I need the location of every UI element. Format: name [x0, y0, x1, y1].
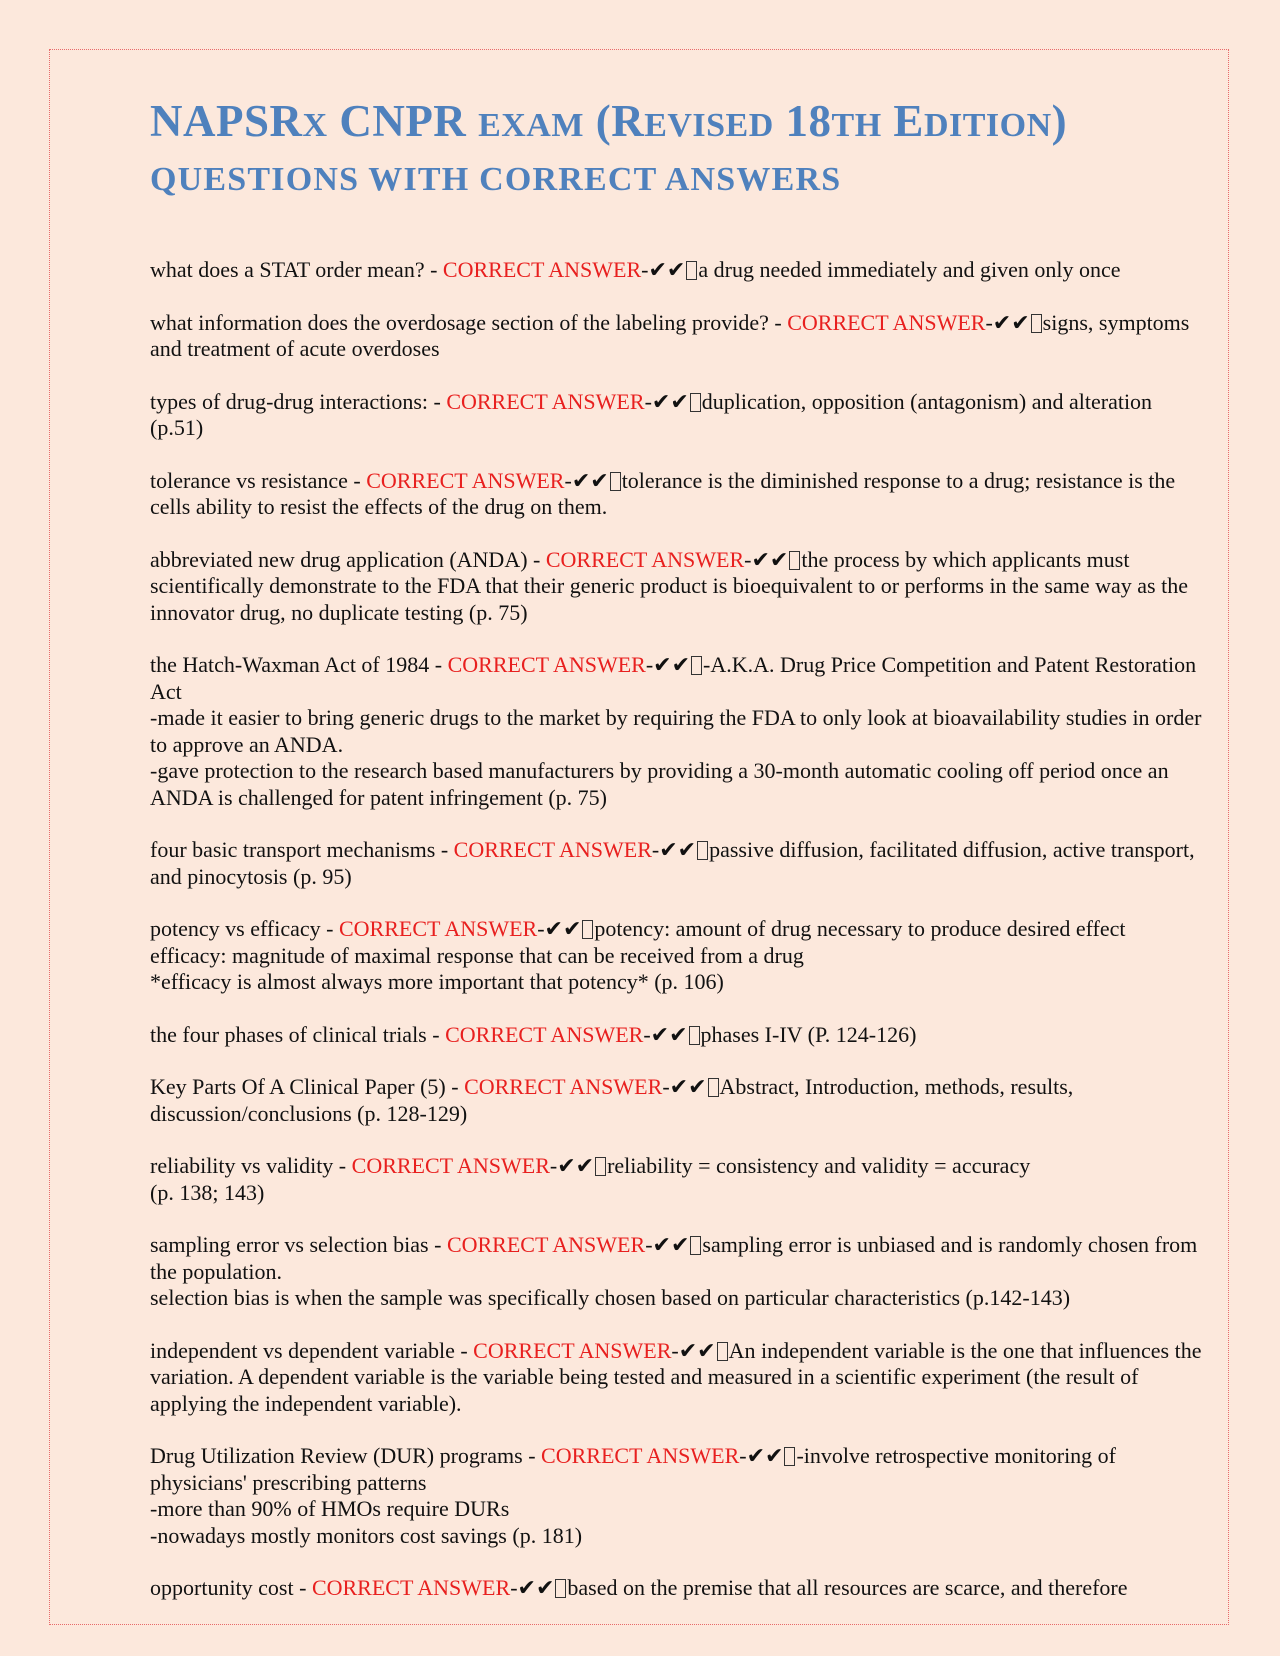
separator: - — [564, 467, 572, 493]
missing-glyph-icon — [610, 472, 621, 491]
correct-answer-label: CORRECT ANSWER — [445, 1021, 644, 1047]
separator: - — [985, 309, 993, 335]
question-text: what information does the overdosage section of the labeling provide? - — [150, 309, 788, 335]
separator: - — [744, 546, 752, 572]
correct-answer-label: CORRECT ANSWER — [453, 837, 652, 862]
page-title: NAPSRX CNPR EXAM (REVISED 18TH EDITION) — [150, 96, 1068, 146]
qa-item — [150, 468, 1205, 521]
separator: - — [537, 916, 545, 941]
check-icon: ✔✔ — [992, 309, 1030, 335]
answer-text: passive diffusion, facilitated diffusion, active transport, and pinocytosis (p. 95) — [150, 837, 1195, 889]
check-icon: ✔✔ — [653, 652, 691, 677]
separator: - — [549, 1153, 558, 1178]
separator: - — [662, 1074, 670, 1099]
missing-glyph-icon — [690, 393, 701, 412]
question-text: potency vs efficacy - — [150, 916, 339, 941]
qa-item — [150, 1338, 1205, 1418]
answer-text: reliability = consistency and validity = accuracy — [607, 1153, 1031, 1178]
question-text: sampling error vs selection bias - — [150, 1232, 447, 1257]
correct-answer-label: CORRECT ANSWER — [311, 1575, 511, 1600]
question-text: independent vs dependent variable - — [150, 1337, 474, 1363]
check-icon: ✔✔ — [517, 1575, 555, 1600]
missing-glyph-icon — [691, 656, 702, 675]
answer-text: (p. 138; 143) — [150, 1179, 265, 1205]
correct-answer-label: CORRECT ANSWER — [338, 916, 538, 941]
separator: - — [510, 1575, 518, 1600]
answer-text: -made it easier to bring generic drugs to the market by requiring the FDA to only look at bioavailability studies in order to approve an ANDA. — [150, 705, 1202, 757]
qa-item — [150, 1153, 1205, 1206]
answer-text: sampling error is unbiased and is randomly chosen from the population. — [150, 1232, 1198, 1284]
separator: - — [645, 1232, 653, 1257]
question-text: Drug Utilization Review (DUR) programs - — [150, 1443, 542, 1468]
missing-glyph-icon — [689, 1026, 700, 1045]
qa-list — [150, 257, 1205, 1602]
check-icon: ✔✔ — [650, 1021, 688, 1047]
qa-item — [150, 1232, 1205, 1312]
answer-text: tolerance is the diminished response to a drug; resistance is the cells ability to resist the effects of the drug on them. — [150, 467, 1176, 519]
answer-text: Abstract, Introduction, methods, results, discussion/conclusions (p. 128-129) — [150, 1074, 1074, 1126]
answer-text: An independent variable is the one that influences the variation. A dependent variable is the variable being tested and measured in a scientific experiment (the result of applying the independent variable). — [150, 1337, 1202, 1416]
question-text: types of drug-drug interactions: - — [150, 388, 447, 414]
question-text: what does a STAT order mean? - — [150, 257, 443, 282]
missing-glyph-icon — [697, 841, 708, 860]
separator: - — [651, 837, 660, 862]
answer-text: *efficacy is almost always more important that potency* (p. 106) — [150, 969, 724, 994]
answer-text: based on the premise that all resources are scarce, and therefore — [567, 1575, 1128, 1600]
answer-text: duplication, opposition (antagonism) and alteration (p.51) — [150, 388, 1153, 440]
question-text: opportunity cost - — [150, 1575, 312, 1600]
answer-text: phases I-IV (P. 124-126) — [700, 1021, 917, 1047]
missing-glyph-icon — [784, 1447, 795, 1466]
correct-answer-label: CORRECT ANSWER — [446, 388, 645, 414]
check-icon: ✔✔ — [669, 1074, 707, 1099]
correct-answer-label: CORRECT ANSWER — [473, 1337, 672, 1363]
answer-text: -more than 90% of HMOs require DURs — [150, 1496, 510, 1521]
correct-answer-label: CORRECT ANSWER — [464, 1074, 663, 1099]
missing-glyph-icon — [1031, 314, 1042, 333]
qa-item — [150, 1443, 1205, 1549]
correct-answer-label: CORRECT ANSWER — [545, 546, 745, 572]
check-icon: ✔✔ — [557, 1153, 595, 1178]
answer-text: signs, symptoms and treatment of acute overdoses — [150, 309, 1190, 361]
qa-item — [150, 1575, 1205, 1602]
correct-answer-label: CORRECT ANSWER — [541, 1443, 740, 1468]
check-icon: ✔✔ — [678, 1337, 716, 1363]
answer-text: selection bias is when the sample was specifically chosen based on particular characteristics (p.142-143) — [150, 1285, 1071, 1310]
correct-answer-label: CORRECT ANSWER — [447, 652, 646, 677]
correct-answer-label: CORRECT ANSWER — [442, 257, 642, 282]
answer-text: potency: amount of drug necessary to produce desired effect — [594, 916, 1126, 941]
correct-answer-label: CORRECT ANSWER — [351, 1153, 550, 1178]
qa-item — [150, 310, 1205, 363]
separator: - — [671, 1337, 679, 1363]
missing-glyph-icon — [708, 1078, 719, 1097]
answer-text: a drug needed immediately and given only once — [698, 257, 1121, 282]
check-icon: ✔✔ — [648, 257, 686, 282]
question-text: the Hatch-Waxman Act of 1984 - — [150, 652, 448, 677]
missing-glyph-icon — [686, 261, 697, 280]
correct-answer-label: CORRECT ANSWER — [446, 1232, 646, 1257]
question-text: reliability vs validity - — [150, 1153, 352, 1178]
check-icon: ✔✔ — [544, 916, 582, 941]
correct-answer-label: CORRECT ANSWER — [787, 309, 986, 335]
qa-item — [150, 257, 1205, 284]
question-text: the four phases of clinical trials - — [150, 1021, 446, 1047]
check-icon: ✔✔ — [751, 546, 789, 572]
answer-text: the process by which applicants must scientifically demonstrate to the FDA that their generic product is bioequivalent to or performs in the same way as the innovator drug, no duplicate testing (p. 75) — [150, 546, 1188, 625]
question-text: tolerance vs resistance - — [150, 467, 367, 493]
correct-answer-label: CORRECT ANSWER — [366, 467, 565, 493]
missing-glyph-icon — [789, 551, 800, 570]
separator: - — [739, 1443, 747, 1468]
question-text: Key Parts Of A Clinical Paper (5) - — [150, 1074, 465, 1099]
missing-glyph-icon — [595, 1157, 606, 1176]
answer-text: efficacy: magnitude of maximal response that can be received from a drug — [150, 942, 804, 968]
answer-text: -gave protection to the research based manufacturers by providing a 30-month automatic cooling off period once an ANDA is challenged for patent infringement (p. 75) — [150, 758, 1169, 810]
document-body — [150, 92, 1205, 1628]
qa-item — [150, 1022, 1205, 1049]
answer-text: -A.K.A. Drug Price Competition and Patent Restoration Act — [150, 652, 1197, 704]
qa-item — [150, 652, 1205, 811]
missing-glyph-icon — [690, 1236, 701, 1255]
qa-item — [150, 916, 1205, 996]
question-text: four basic transport mechanisms - — [150, 837, 454, 862]
question-text: abbreviated new drug application (ANDA) - — [150, 546, 546, 572]
answer-text: -nowadays mostly monitors cost savings (p. 181) — [150, 1522, 583, 1548]
page-subtitle: QUESTIONS WITH CORRECT ANSWERS — [150, 161, 842, 198]
check-icon: ✔✔ — [652, 1232, 690, 1257]
check-icon: ✔✔ — [746, 1443, 784, 1468]
qa-item — [150, 1074, 1205, 1127]
check-icon: ✔✔ — [659, 837, 697, 862]
missing-glyph-icon — [717, 1342, 728, 1361]
separator: - — [643, 1021, 651, 1047]
missing-glyph-icon — [582, 920, 593, 939]
separator: - — [645, 652, 654, 677]
separator: - — [641, 257, 649, 282]
qa-item — [150, 837, 1205, 890]
qa-item — [150, 389, 1205, 442]
answer-text: -involve retrospective monitoring of physicians' prescribing patterns — [150, 1443, 1117, 1495]
check-icon: ✔✔ — [571, 467, 609, 493]
separator: - — [644, 388, 652, 414]
qa-item — [150, 547, 1205, 627]
check-icon: ✔✔ — [651, 388, 689, 414]
missing-glyph-icon — [555, 1579, 566, 1598]
